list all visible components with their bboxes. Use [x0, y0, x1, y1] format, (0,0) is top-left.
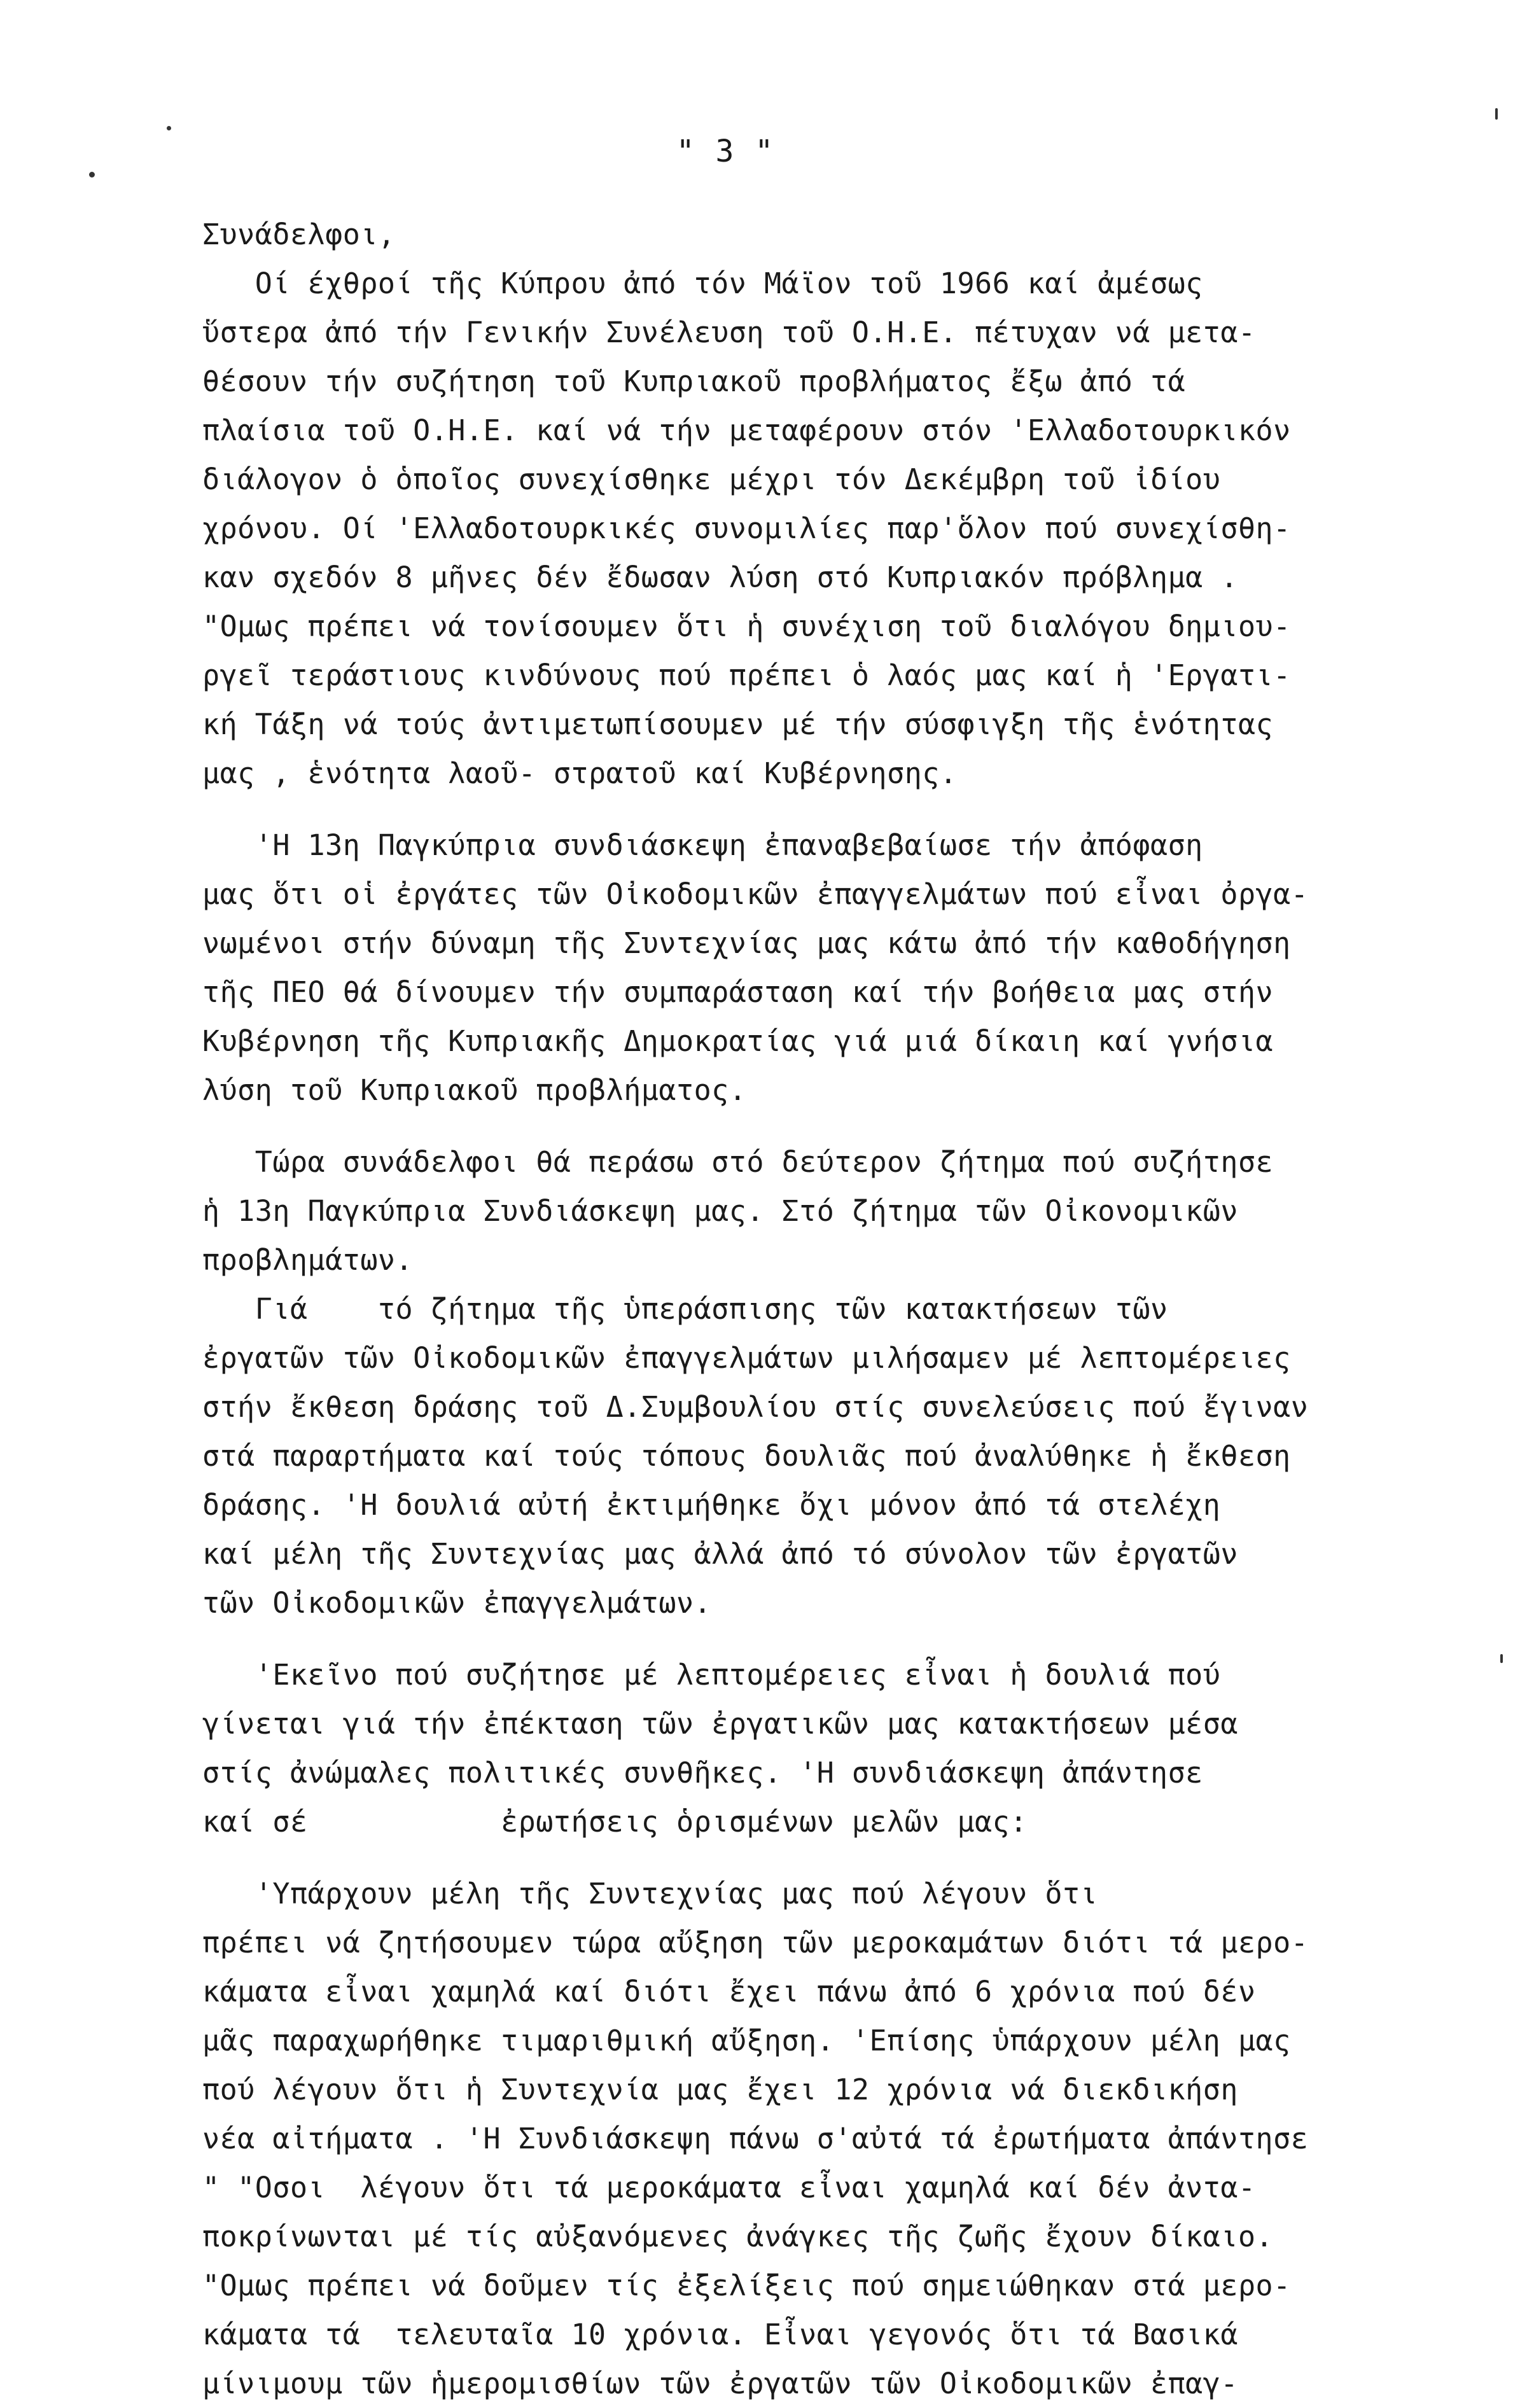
text-line: Τώρα συνάδελφοι θά περάσω στό δεύτερον ζήτημα πού συζήτησε: [202, 1145, 1274, 1179]
text-line: ἐργατῶν τῶν Οἰκοδομικῶν ἐπαγγελμάτων μιλήσαμεν μέ λεπτομέρειες: [202, 1341, 1291, 1375]
salutation: Συνάδελφοι,: [202, 218, 396, 251]
text-line: ποκρίνωνται μέ τίς αὐξανόμενες ἀνάγκες τῆς ζωῆς ἔχουν δίκαιο.: [202, 2220, 1274, 2253]
paragraph-3: [202, 1138, 1449, 1627]
paragraph-4: [202, 1650, 1449, 1846]
text-line: 'Η 13η Παγκύπρια συνδιάσκεψη ἐπαναβεβαίωσε τήν ἀπόφαση: [202, 828, 1203, 862]
text-line: πλαίσια τοῦ Ο.Η.Ε. καί νά τήν μεταφέρουν στόν 'Ελλαδοτουρκικόν: [202, 414, 1291, 447]
text-line: νέα αἰτήματα . 'Η Συνδιάσκεψη πάνω σ'αὐτά τά ἐρωτήματα ἀπάντησε: [202, 2122, 1309, 2155]
text-line: ργεῖ τεράστιους κινδύνους πού πρέπει ὁ λαός μας καί ἡ 'Εργατι-: [202, 658, 1291, 692]
text-line: Κυβέρνηση τῆς Κυπριακῆς Δημοκρατίας γιά μιά δίκαιη καί γνήσια: [202, 1024, 1274, 1058]
scan-speck: [1495, 108, 1498, 120]
text-line: ἡ 13η Παγκύπρια Συνδιάσκεψη μας. Στό ζήτημα τῶν Οἰκονομικῶν: [202, 1194, 1238, 1228]
paragraph-2: [202, 821, 1449, 1115]
text-line: κάματα εἶναι χαμηλά καί διότι ἔχει πάνω ἀπό 6 χρόνια πού δέν: [202, 1975, 1256, 2008]
text-line: διάλογον ὁ ὁποῖος συνεχίσθηκε μέχρι τόν Δεκέμβρη τοῦ ἰδίου: [202, 463, 1221, 496]
text-line: δράσης. 'Η δουλιά αὐτή ἐκτιμήθηκε ὄχι μόνον ἀπό τά στελέχη: [202, 1488, 1221, 1522]
text-line: 'Υπάρχουν μέλη τῆς Συντεχνίας μας πού λέγουν ὅτι: [202, 1877, 1098, 1910]
text-line: καί μέλη τῆς Συντεχνίας μας ἀλλά ἀπό τό σύνολον τῶν ἐργατῶν: [202, 1537, 1238, 1571]
paragraph-gap: [202, 1846, 1449, 1869]
text-line: καί σέ ἐρωτήσεις ὁρισμένων μελῶν μας:: [202, 1805, 1028, 1839]
text-line: μᾶς παραχωρήθηκε τιμαριθμική αὔξηση. 'Επίσης ὑπάρχουν μέλη μας: [202, 2024, 1291, 2057]
text-line: 'Εκεῖνο πού συζήτησε μέ λεπτομέρειες εἶναι ἡ δουλιά πού: [202, 1658, 1221, 1692]
text-line: πού λέγουν ὅτι ἡ Συντεχνία μας ἔχει 12 χρόνια νά διεκδικήση: [202, 2073, 1238, 2106]
paragraph-gap: [202, 1115, 1449, 1138]
text-line: " "Οσοι λέγουν ὅτι τά μεροκάματα εἶναι χαμηλά καί δέν ἀντα-: [202, 2171, 1256, 2204]
body-text: [202, 210, 1449, 2408]
text-line: Γιά τό ζήτημα τῆς ὑπεράσπισης τῶν κατακτήσεων τῶν: [202, 1292, 1168, 1326]
text-line: στά παραρτήματα καί τούς τόπους δουλιᾶς πού ἀναλύθηκε ἡ ἔκθεση: [202, 1439, 1291, 1473]
text-line: "Ομως πρέπει νά τονίσουμεν ὅτι ἡ συνέχιση τοῦ διαλόγου δημιου-: [202, 609, 1291, 643]
paragraph-gap: [202, 798, 1449, 821]
text-line: τῶν Οἰκοδομικῶν ἐπαγγελμάτων.: [202, 1586, 712, 1620]
text-line: μας ὅτι οἱ ἐργάτες τῶν Οἰκοδομικῶν ἐπαγγελμάτων πού εἶναι ὀργα-: [202, 877, 1309, 911]
text-line: καν σχεδόν 8 μῆνες δέν ἔδωσαν λύση στό Κυπριακόν πρόβλημα .: [202, 560, 1238, 594]
text-line: χρόνου. Οί 'Ελλαδοτουρκικές συνομιλίες παρ'ὅλον πού συνεχίσθη-: [202, 512, 1291, 545]
text-line: κή Τάξη νά τούς ἀντιμετωπίσουμεν μέ τήν σύσφιγξη τῆς ἑνότητας: [202, 707, 1274, 741]
paragraph-gap: [202, 1627, 1449, 1650]
page-number: " 3 ": [676, 134, 775, 169]
text-line: μίνιμουμ τῶν ἡμερομισθίων τῶν ἐργατῶν τῶν Οἰκοδομικῶν ἐπαγ-: [202, 2367, 1238, 2400]
text-line: Οί έχθροί τῆς Κύπρου ἀπό τόν Μάϊον τοῦ 1966 καί ἀμέσως: [202, 267, 1203, 300]
text-line: γίνεται γιά τήν ἐπέκταση τῶν ἐργατικῶν μας κατακτήσεων μέσα: [202, 1707, 1238, 1741]
text-line: "Ομως πρέπει νά δοῦμεν τίς ἐξελίξεις πού σημειώθηκαν στά μερο-: [202, 2269, 1291, 2302]
scan-speck: [1500, 1654, 1503, 1663]
text-line: προβλημάτων.: [202, 1243, 414, 1277]
scan-speck: [89, 172, 95, 177]
text-line: στήν ἔκθεση δράσης τοῦ Δ.Συμβουλίου στίς συνελεύσεις πού ἔγιναν: [202, 1390, 1309, 1424]
text-line: λύση τοῦ Κυπριακοῦ προβλήματος.: [202, 1073, 747, 1107]
text-line: κάματα τά τελευταῖα 10 χρόνια. Εἶναι γεγονός ὅτι τά Βασικά: [202, 2318, 1238, 2351]
text-line: στίς ἀνώμαλες πολιτικές συνθῆκες. 'Η συνδιάσκεψη ἀπάντησε: [202, 1756, 1203, 1790]
text-line: τῆς ΠΕΟ θά δίνουμεν τήν συμπαράσταση καί τήν βοήθεια μας στήν: [202, 975, 1274, 1009]
text-line: ὕστερα ἀπό τήν Γενικήν Συνέλευση τοῦ Ο.Η.Ε. πέτυχαν νά μετα-: [202, 316, 1256, 349]
text-line: νωμένοι στήν δύναμη τῆς Συντεχνίας μας κάτω ἀπό τήν καθοδήγηση: [202, 926, 1291, 960]
scan-speck: [167, 126, 171, 130]
text-line: πρέπει νά ζητήσουμεν τώρα αὔξηση τῶν μεροκαμάτων διότι τά μερο-: [202, 1926, 1309, 1959]
text-line: μας , ἑνότητα λαοῦ- στρατοῦ καί Κυβέρνησης.: [202, 756, 958, 790]
text-line: θέσουν τήν συζήτηση τοῦ Κυπριακοῦ προβλήματος ἔξω ἀπό τά: [202, 365, 1186, 398]
paragraph-5: [202, 1869, 1449, 2408]
paragraph-1: [202, 210, 1449, 798]
